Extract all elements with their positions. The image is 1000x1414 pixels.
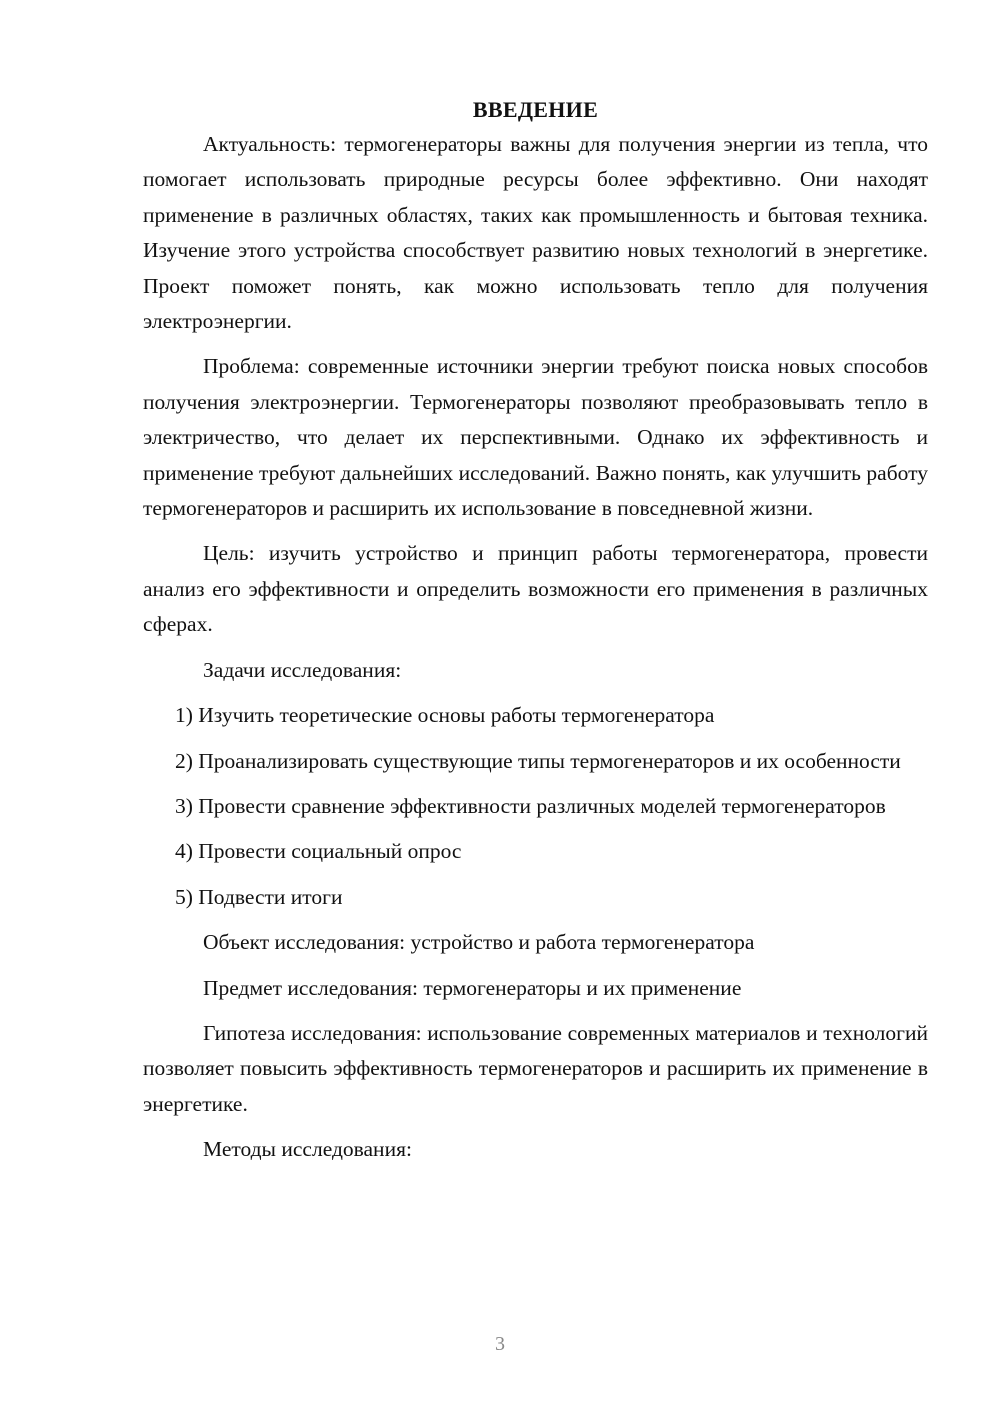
list-item: 5) Подвести итоги	[175, 884, 343, 909]
paragraph-relevance: Актуальность: термогенераторы важны для получения энергии из тепла, что помогает использовать природные ресурсы более эффективно. Они находят применение в различных областях, таких как промышленность и бытовая техника. Изучение этого устройства способствует развитию новых технологий в энергетике. Проект поможет понять, как можно использовать тепло для получения электроэнергии.	[143, 132, 928, 334]
list-item: 1) Изучить теоретические основы работы термогенератора	[175, 703, 715, 728]
document-page	[143, 92, 928, 1178]
list-item: 4) Провести социальный опрос	[175, 839, 462, 864]
paragraph-goal: Цель: изучить устройство и принцип работы термогенератора, провести анализ его эффективности и определить возможности его применения в различных сферах.	[143, 541, 928, 637]
methods-heading: Методы исследования:	[203, 1137, 412, 1162]
paragraph-hypothesis: Гипотеза исследования: использование современных материалов и технологий позволяет повысить эффективность термогенераторов и расширить их применение в энергетике.	[143, 1020, 928, 1116]
section-title: ВВЕДЕНИЕ	[472, 97, 599, 122]
paragraph-problem: Проблема: современные источники энергии требуют поиска новых способов получения электроэнергии. Термогенераторы позволяют преобразовывать тепло в электричество, что делает их перспективными. Однако их эффективность и применение требуют дальнейших исследований. Важно понять, как улучшить работу термогенераторов и расширить их использование в повседневной жизни.	[143, 354, 928, 521]
page-number: 3	[495, 1333, 505, 1355]
paragraph-subject: Предмет исследования: термогенераторы и их применение	[203, 975, 742, 1000]
list-item: 2) Проанализировать существующие типы термогенераторов и их особенности	[175, 748, 901, 773]
paragraph-object: Объект исследования: устройство и работа термогенератора	[203, 930, 755, 955]
tasks-heading: Задачи исследования:	[203, 657, 402, 682]
list-item: 3) Провести сравнение эффективности различных моделей термогенераторов	[175, 793, 886, 818]
